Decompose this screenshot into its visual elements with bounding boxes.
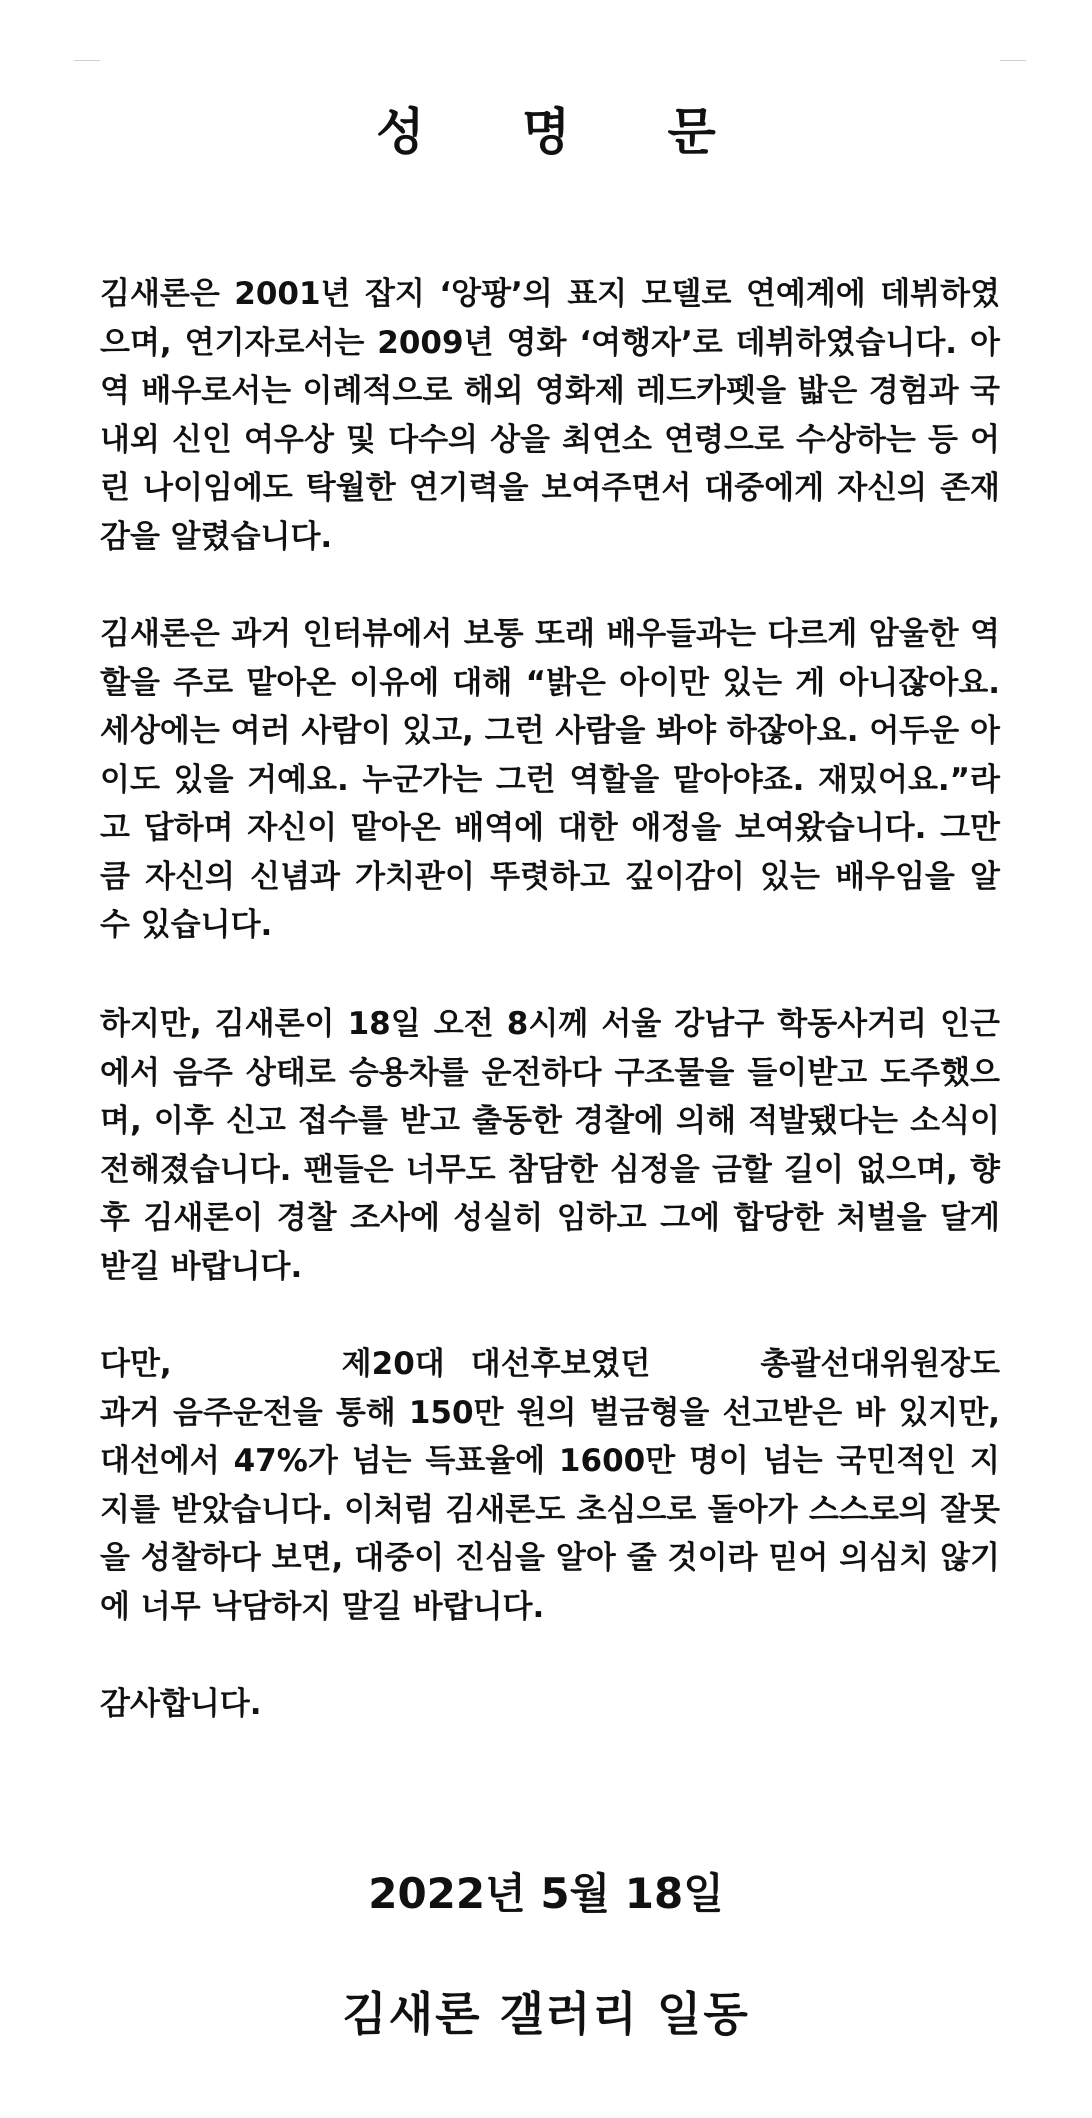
closing-text: 감사합니다.	[100, 1686, 262, 1722]
paragraph-4-part-3: 총괄선대위원장도 과거 음주운전을 통해 150만 원의 벌금형을 선고받은 바 있지만, 대선에서 47%가 넘는 득표율에 1600만 명이 넘는 국민적인 지지를 받았습니다. 이처럼 김새론도 초심으로 돌아가 스스로의 잘못을 성찰하다 보면, 대중이 진심을 알아 줄 것이라 믿어 의심치 않기에 너무 낙담하지 말길 바랍니다.	[100, 1346, 1000, 1625]
paragraph-2: 김새론은 과거 인터뷰에서 보통 또래 배우들과는 다르게 암울한 역할을 주로 맡아온 이유에 대해 “밝은 아이만 있는 게 아니잖아요. 세상에는 여러 사람이 있고, 그런 사람을 봐야 하잖아요. 어두운 아이도 있을 거예요. 누군가는 그런 역할을 맡아야죠. 재밌어요.”라고 답하며 자신이 맡아온 배역에 대한 애정을 보여왔습니다. 그만큼 자신의 신념과 가치관이 뚜렷하고 깊이감이 있는 배우임을 알 수 있습니다.	[100, 616, 1000, 943]
signature: 김새론 갤러리 일동	[342, 1987, 750, 2041]
paragraph-4	[100, 1340, 1000, 1631]
statement-date: 2022년 5월 18일	[368, 1869, 724, 1918]
paragraph-1: 김새론은 2001년 잡지 ‘앙팡’의 표지 모델로 연예계에 데뷔하였으며, 연기자로서는 2009년 영화 ‘여행자’로 데뷔하였습니다. 아역 배우로서는 이례적으로 해외 영화제 레드카펫을 밟은 경험과 국내외 신인 여우상 및 다수의 상을 최연소 연령으로 수상하는 등 어린 나이임에도 탁월한 연기력을 보여주면서 대중에게 자신의 존재감을 알렸습니다.	[100, 276, 1000, 555]
page-corner-mark-right	[1000, 60, 1026, 61]
page-corner-mark-left	[74, 60, 100, 61]
document-title: 성 명 문	[376, 103, 756, 161]
paragraph-4-part-2: 제20대 대선후보였던	[341, 1346, 651, 1382]
paragraph-3: 하지만, 김새론이 18일 오전 8시께 서울 강남구 학동사거리 인근에서 음주 상태로 승용차를 운전하다 구조물을 들이받고 도주했으며, 이후 신고 접수를 받고 출동한 경찰에 의해 적발됐다는 소식이 전해졌습니다. 팬들은 너무도 참담한 심정을 금할 길이 없으며, 향후 김새론이 경찰 조사에 성실히 임하고 그에 합당한 처벌을 달게 받길 바랍니다.	[100, 1006, 1000, 1285]
paragraph-4-part-1: 다만,	[100, 1346, 172, 1382]
